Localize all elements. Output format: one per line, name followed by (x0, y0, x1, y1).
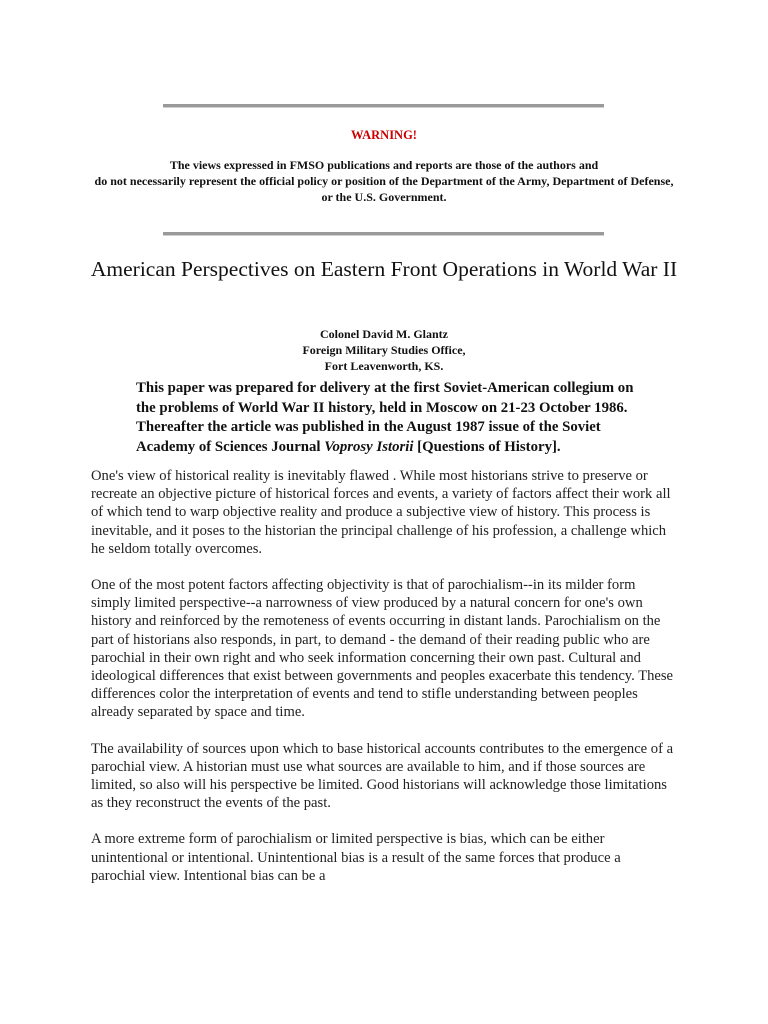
author-name: Colonel David M. Glantz (320, 327, 448, 341)
top-horizontal-rule (163, 104, 604, 108)
disclaimer-text (90, 157, 678, 205)
article-body (91, 467, 678, 903)
byline (0, 326, 768, 374)
abstract-note (136, 379, 636, 457)
paragraph-4: A more extreme form of parochialism or limited perspective is bias, which can be either unintentional or intentional. Unintentional bias is a result of the same forces that produce a parochial view. Intentional bias can be a (91, 831, 621, 884)
bottom-horizontal-rule (163, 232, 604, 236)
paragraph-2: One of the most potent factors affecting objectivity is that of parochialism--in its milder form simply limited perspective--a narrowness of view produced by a natural concern for one's own history and reinforced by the remoteness of events occurring in distant lands. Parochialism on the part of historians also responds, in part, to demand - the demand of their reading public who are parochial in their own right and who seek information concerning their own past. Cultural and ideological differences that exist between governments and peoples exacerbate this tendency. These differences color the interpretation of events and tend to stifle understanding between peoples already separated by space and time. (91, 577, 674, 721)
journal-name: Voprosy Istorii (324, 438, 414, 455)
author-location: Fort Leavenworth, KS. (324, 359, 444, 373)
warning-heading: WARNING! (351, 128, 417, 142)
document-title: American Perspectives on Eastern Front Operations in World War II (90, 257, 678, 281)
paragraph-3: The availability of sources upon which to base historical accounts contributes to the emergence of a parochial view. A historian must use what sources are available to him, and if those sources are limited, so also will his perspective be limited. Good historians will acknowledge those limitations as they reconstruct the events of the past. (91, 740, 674, 812)
disclaimer-line-1: The views expressed in FMSO publications and reports are those of the authors and (169, 158, 599, 172)
abstract-text-end: [Questions of History]. (413, 438, 561, 455)
disclaimer-line-2: do not necessarily represent the official policy or position of the Department of the Army, Department of Defense, or the U.S. Government. (94, 174, 674, 204)
abstract-text: This paper was prepared for delivery at the first Soviet-American collegium on the problems of World War II history, held in Moscow on 21-23 October 1986. Thereafter the article was published in the August 1987 issue of the Soviet Academy of Sciences Journal (136, 380, 634, 455)
paragraph-1: One's view of historical reality is inevitably flawed . While most historians strive to preserve or recreate an objective picture of historical forces and events, a variety of factors affect their work all of which tend to warp objective reality and produce a subjective view of history. This process is inevitable, and it poses to the historian the principal challenge of his profession, a challenge which he seldom totally overcomes. (91, 468, 671, 557)
author-affiliation: Foreign Military Studies Office, (302, 343, 466, 357)
